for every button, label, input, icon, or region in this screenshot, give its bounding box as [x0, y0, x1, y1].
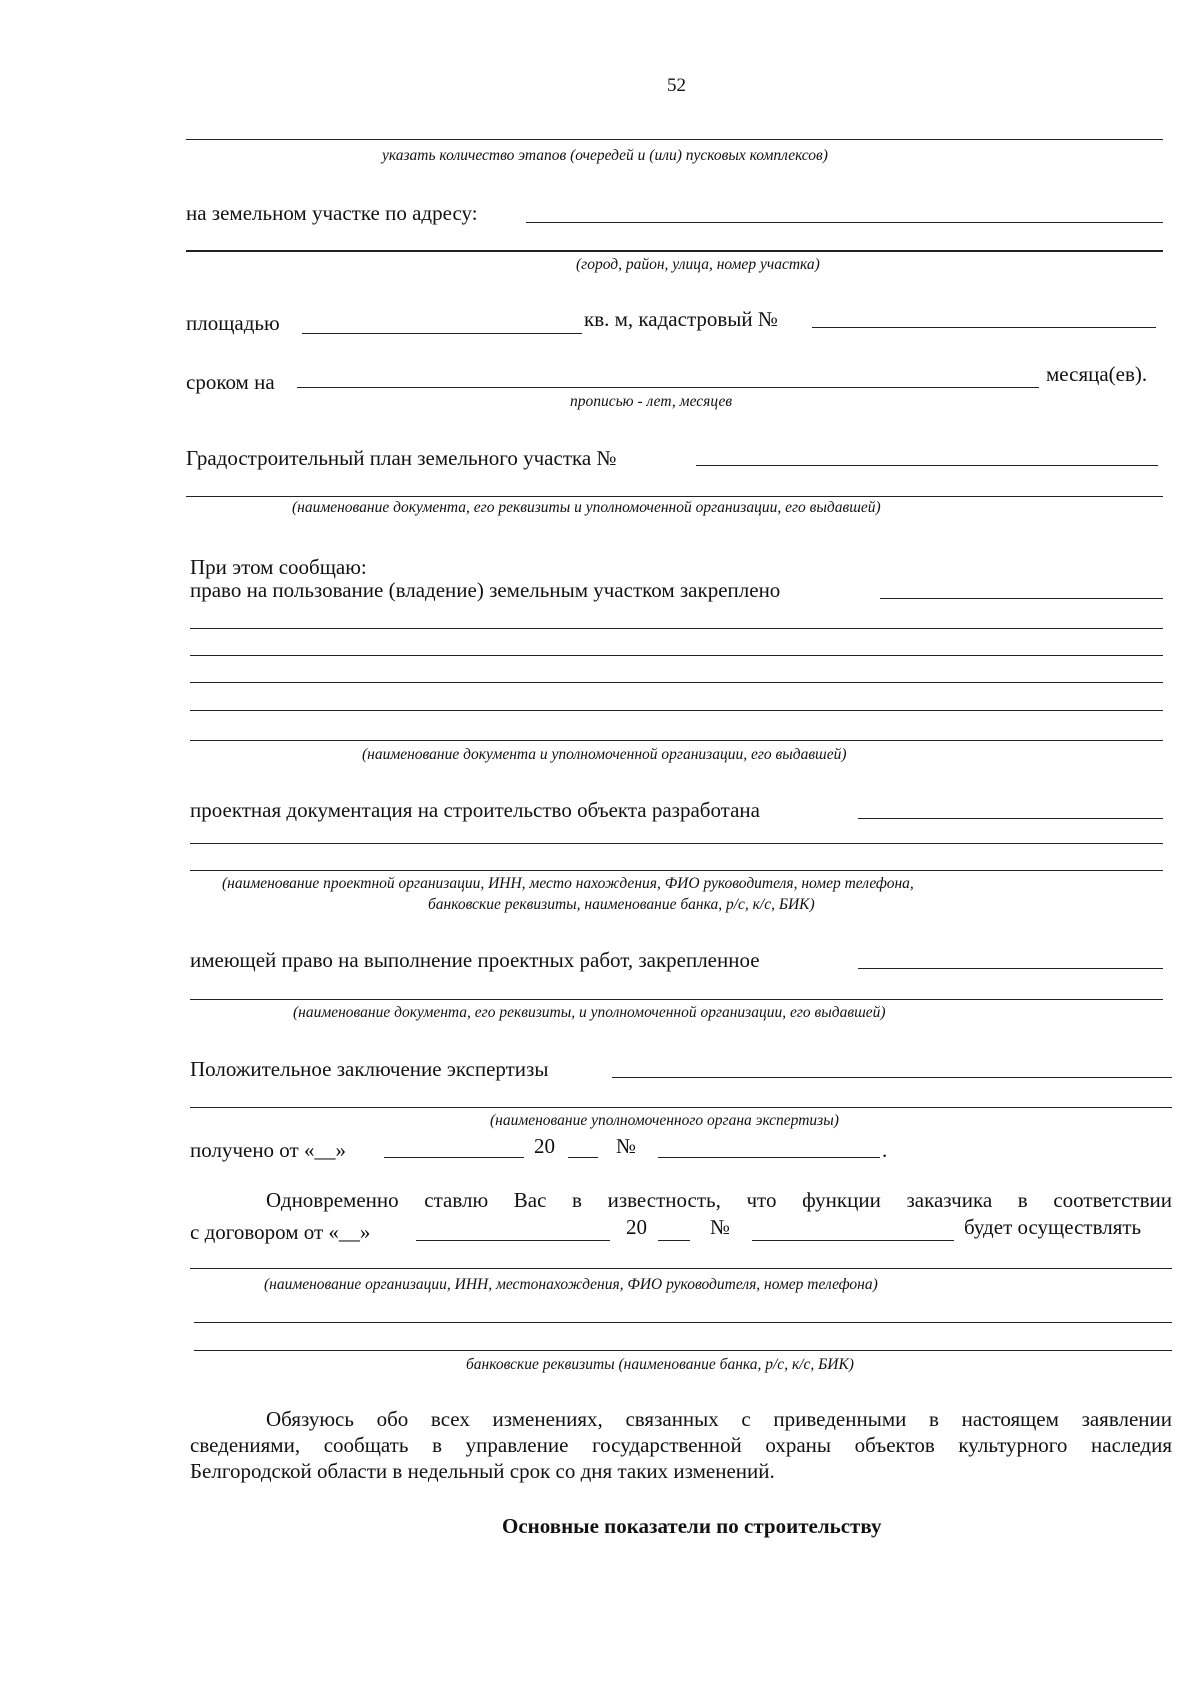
- project-org-caption-1: (наименование проектной организации, ИНН, место нахождения, ФИО руководителя, номер телефона,: [222, 875, 914, 892]
- expertise-label: Положительное заключение экспертизы: [190, 1057, 549, 1081]
- contract-date-field[interactable]: [416, 1240, 610, 1241]
- area-field[interactable]: [302, 333, 582, 334]
- customer-org-field[interactable]: [190, 1268, 1172, 1269]
- customer-org-line-2[interactable]: [194, 1322, 1172, 1323]
- term-caption: прописью - лет, месяцев: [570, 393, 733, 410]
- area-label: площадью: [186, 311, 280, 335]
- address-field-line2[interactable]: [186, 250, 1163, 252]
- stages-caption: указать количество этапов (очередей и (или) пусковых комплексов): [382, 147, 828, 164]
- contract-from-label: с договором от «__»: [190, 1220, 371, 1244]
- received-number-sign: №: [616, 1134, 637, 1158]
- project-right-field[interactable]: [858, 968, 1163, 969]
- contract-year-prefix: 20: [626, 1215, 647, 1239]
- gpzu-number-field[interactable]: [696, 465, 1158, 466]
- stages-line: [186, 139, 1163, 140]
- land-right-line-1[interactable]: [190, 628, 1163, 629]
- project-right-line[interactable]: [190, 999, 1163, 1000]
- land-right-label: право на пользование (владение) земельным участком закреплено: [190, 578, 781, 602]
- gpzu-label: Градостроительный план земельного участка №: [186, 446, 617, 470]
- term-unit: месяца(ев).: [1046, 362, 1148, 386]
- address-label: на земельном участке по адресу:: [186, 201, 478, 225]
- received-from-label: получено от «__»: [190, 1138, 346, 1162]
- project-doc-label: проектная документация на строительство объекта разработана: [190, 798, 760, 822]
- obligation-line-1: Обязуюсь обо всех изменениях, связанных с приведенными в настоящем заявлении: [266, 1407, 1172, 1431]
- project-org-caption-2: банковские реквизиты, наименование банка, р/с, к/с, БИК): [428, 896, 815, 913]
- expertise-caption: (наименование уполномоченного органа экспертизы): [490, 1112, 839, 1129]
- project-doc-line-1[interactable]: [190, 843, 1163, 844]
- project-doc-field[interactable]: [858, 818, 1163, 819]
- address-field[interactable]: [526, 222, 1163, 223]
- contract-number-field[interactable]: [752, 1240, 954, 1241]
- project-doc-line-2[interactable]: [190, 870, 1163, 871]
- project-right-label: имеющей право на выполнение проектных работ, закрепленное: [190, 948, 760, 972]
- received-number-field[interactable]: [658, 1157, 880, 1158]
- land-right-line-3[interactable]: [190, 682, 1163, 683]
- project-right-caption: (наименование документа, его реквизиты, и уполномоченной организации, его выдавшей): [293, 1004, 886, 1021]
- term-label: сроком на: [186, 370, 275, 394]
- expertise-field[interactable]: [612, 1077, 1172, 1078]
- expertise-line[interactable]: [190, 1107, 1172, 1108]
- contract-number-sign: №: [710, 1215, 731, 1239]
- intro-text: При этом сообщаю:: [190, 555, 367, 579]
- received-date-field[interactable]: [384, 1157, 524, 1158]
- section-heading: Основные показатели по строительству: [502, 1514, 882, 1538]
- land-right-line-4[interactable]: [190, 710, 1163, 711]
- notice-line-1: Одновременно ставлю Вас в известность, что функции заказчика в соответствии: [266, 1188, 1172, 1212]
- received-year-prefix: 20: [534, 1134, 555, 1158]
- obligation-line-2: сведениями, сообщать в управление государственной охраны объектов культурного наследия: [190, 1433, 1172, 1457]
- customer-org-caption: (наименование организации, ИНН, местонахождения, ФИО руководителя, номер телефона): [264, 1276, 878, 1293]
- bank-details-field[interactable]: [194, 1350, 1172, 1351]
- cadastral-label: кв. м, кадастровый №: [584, 307, 778, 331]
- address-caption: (город, район, улица, номер участка): [576, 256, 820, 273]
- land-right-field[interactable]: [880, 598, 1163, 599]
- cadastral-field[interactable]: [812, 327, 1156, 328]
- page-number: 52: [667, 75, 686, 96]
- gpzu-details-field[interactable]: [186, 496, 1163, 497]
- bank-details-caption: банковские реквизиты (наименование банка, р/с, к/с, БИК): [466, 1356, 854, 1373]
- term-field[interactable]: [297, 387, 1039, 388]
- land-right-caption: (наименование документа и уполномоченной организации, его выдавшей): [362, 746, 847, 763]
- obligation-line-3: Белгородской области в недельный срок со дня таких изменений.: [190, 1459, 775, 1483]
- received-period: .: [882, 1138, 888, 1162]
- received-year-field[interactable]: [568, 1157, 598, 1158]
- gpzu-caption: (наименование документа, его реквизиты и уполномоченной организации, его выдавшей): [292, 499, 881, 516]
- will-perform-text: будет осуществлять: [964, 1215, 1142, 1239]
- contract-year-field[interactable]: [658, 1240, 690, 1241]
- land-right-line-2[interactable]: [190, 655, 1163, 656]
- land-right-line-5[interactable]: [190, 740, 1163, 741]
